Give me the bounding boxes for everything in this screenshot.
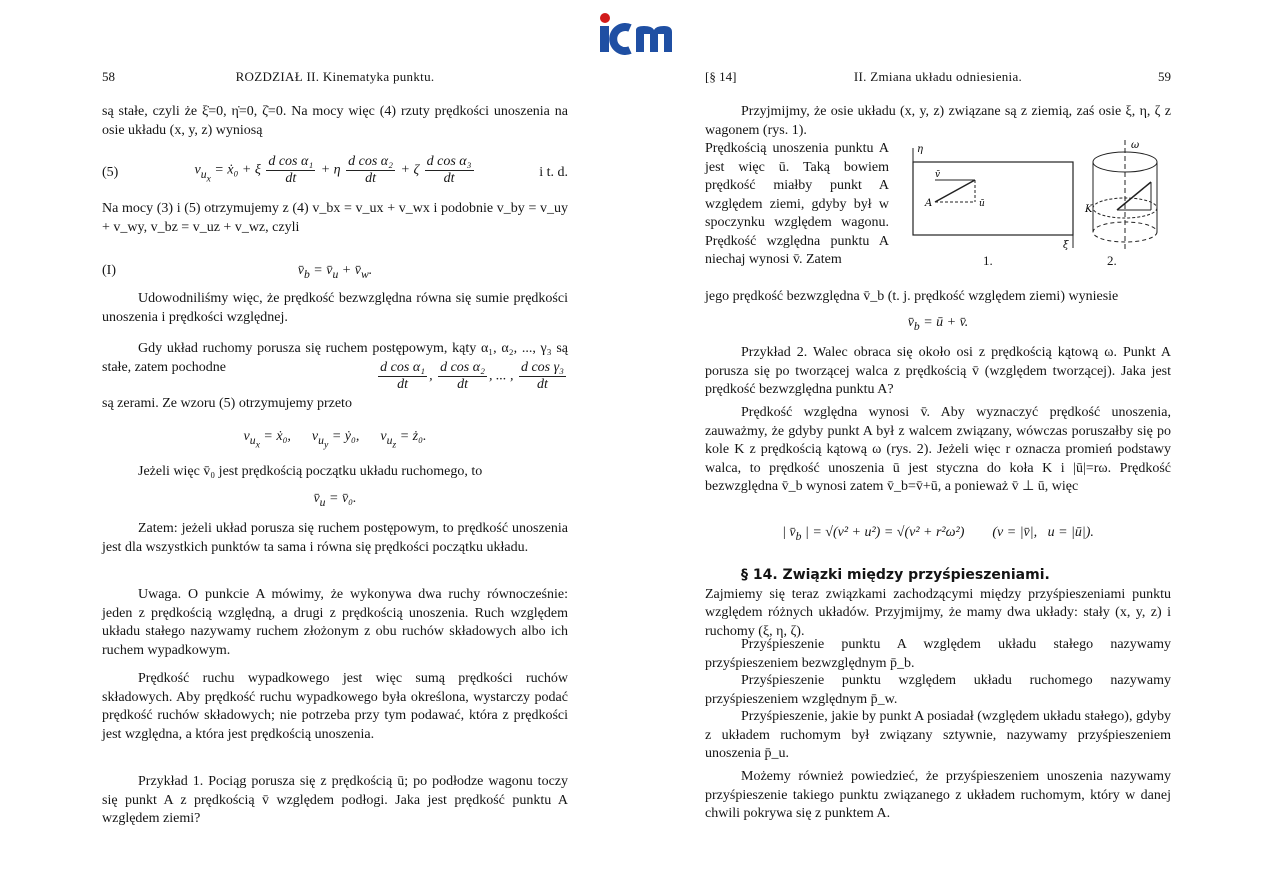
equation-label: (5)	[102, 165, 119, 180]
text-line: Na mocy (3) i (5) otrzymujemy z (4) v_bx = v_ux + v_wx i podobnie v_by = v_uy + v_wy, v_bz = v_uz + v_wz, czyli	[102, 201, 568, 235]
right-page-header	[705, 68, 1171, 88]
figure-label: 2.	[1107, 253, 1117, 268]
text-line: Przyśpieszenie, jakie by punkt A posiadał (względem układu stałego), gdyby z układem ruchomym był związany sztywnie, nazywamy przyśpieszeniem unoszenia p̄_u.	[705, 709, 1171, 761]
section-ref: [§ 14]	[705, 69, 737, 84]
paragraph	[102, 395, 568, 414]
right-page	[705, 0, 1171, 893]
equation-tail: i t. d.	[539, 165, 568, 180]
running-head: ROZDZIAŁ II. Kinematyka punktu.	[235, 69, 435, 84]
svg-text:A: A	[925, 198, 933, 209]
paragraph	[705, 768, 1171, 824]
equation-5	[102, 154, 568, 194]
text-line: Przyjmijmy, że osie układu (x, y, z) związane są z ziemią, zaś osie ξ, η, ζ z wagonem (rys. 1).	[705, 104, 1171, 138]
text-line: Zajmiemy się teraz związkami zachodzącymi między przyśpieszeniami punktu względem różnych układów. Przyjmijmy, że mamy dwa układy: stały (x, y, z) i ruchomy (ξ, η, ζ).	[705, 586, 1171, 639]
paragraph	[705, 404, 1171, 497]
paragraph	[102, 463, 568, 482]
running-head: II. Zmiana układu odniesienia.	[853, 69, 1023, 84]
text-line: Prędkością unoszenia punktu A jest więc ū. Taką bowiem prędkość miałby punkt A względem ziemi, gdyby był w spoczynku względem wagonu. Prędkość względna punktu A niechaj wynosi v̄. Zatem	[705, 141, 889, 267]
text-line: Jeżeli więc v̄₀ jest prędkością początku układu ruchomego, to	[138, 464, 483, 479]
paragraph	[705, 636, 1171, 673]
text-line: są zerami. Ze wzoru (5) otrzymujemy przeto	[102, 396, 352, 411]
icm-logo	[598, 12, 676, 56]
svg-text:ξ: ξ	[1063, 240, 1069, 251]
svg-text:v̄: v̄	[935, 170, 941, 180]
figure-rys-1-2	[905, 140, 1175, 280]
equation-body: $\frac{\text{d cos α₁}}{dt}$ , $\frac{\text{d cos α₂}}{dt}$ , ... , $\frac{\text{d cos γ₃}}{dt}$	[380, 360, 564, 392]
equation-body: | $v̄_b$ | = √(v² + u²) = √(v² + r²ω²) (v = |v̄|, u = |ū|).	[782, 525, 1094, 543]
equation-vu-v0	[102, 490, 568, 512]
page-number: 58	[102, 69, 115, 84]
text-line: jego prędkość bezwzględna v̄_b (t. j. prędkość względem ziemi) wyniesie	[705, 289, 1119, 304]
derivatives	[372, 360, 568, 394]
svg-text:K: K	[1085, 204, 1093, 215]
paragraph	[705, 344, 1171, 400]
paragraph	[705, 672, 1171, 709]
equation-body: $v_{u_x}$ = ẋ₀ + ξ $\frac{\text{d cos α₁}}{dt}$ + η $\frac{\text{d cos α₂}}{dt}$ + ζ $\frac{\text{d cos α₃}}{dt}$	[194, 154, 472, 186]
text-line: Gdy układ ruchomy porusza się ruchem postępowym, kąty α₁, α₂, ..., γ₃ są stałe, zatem pochodne	[102, 341, 568, 375]
equation-label: (I)	[102, 263, 116, 278]
equation-body: $v̄_b$ = $v̄_u$ + $v̄_w$.	[297, 263, 373, 281]
paragraph	[102, 670, 568, 744]
paragraph	[102, 103, 568, 140]
paragraph	[705, 708, 1171, 764]
svg-text:ū: ū	[979, 199, 985, 209]
text-line: Uwaga. O punkcie A mówimy, że wykonywa dwa ruchy równocześnie: jeden z prędkością względną, a drugi z prędkością unoszenia. Ruch względem układu stałego nazywamy ruchem złożonym z obu ruchów składowych albo ich ruchem wypadkowym.	[102, 587, 568, 658]
text-line: Udowodniliśmy więc, że prędkość bezwzględna równa się sumie prędkości unoszenia i prędkości względnej.	[102, 291, 568, 325]
section-heading	[705, 566, 1171, 586]
equation-body: $v_{u_x}$ = ẋ₀, $v_{u_y}$ = ẏ₀, $v_{u_z}$ = ż₀.	[243, 429, 427, 451]
text-line: Przykład 2. Walec obraca się około osi z prędkością kątową ω. Punkt A porusza się po tworzącej walca z prędkością v̄ (względem tworzącej). Jaka jest prędkość bezwzględna punktu A?	[705, 345, 1171, 397]
paragraph	[102, 290, 568, 327]
text-line: Prędkość względna wynosi v̄. Aby wyznaczyć prędkość unoszenia, zauważmy, że gdyby punkt A był z walcem związany, wówczas poruszałby się po kole K z prędkością kątową ω (rys. 2). Jeżeli więc r oznacza promień podstawy walca, to prędkość unoszenia ū jest styczna do koła K i |ū|=rω. Prędkość bezwzględna v̄_b wynosi zatem v̄_b=v̄+ū, a ponieważ v̄ ⊥ ū, więc	[705, 405, 1171, 494]
paragraph	[705, 288, 1171, 307]
text-line: Przyśpieszenie punktu A względem układu stałego nazywamy przyśpieszeniem bezwzględnym p̄_b.	[705, 637, 1171, 671]
page-number: 59	[1158, 69, 1171, 84]
svg-text:η: η	[917, 144, 923, 155]
left-page-header	[102, 68, 568, 88]
equation-velocity-components	[102, 428, 568, 450]
equation-magnitude	[705, 524, 1171, 546]
equation-vb	[705, 314, 1171, 336]
paragraph	[102, 520, 568, 557]
icm-logo-graphic	[598, 12, 676, 56]
paragraph	[705, 140, 889, 270]
svg-text:ω: ω	[1131, 140, 1140, 151]
paragraph	[705, 103, 1171, 140]
text-line: Zatem: jeżeli układ porusza się ruchem postępowym, to prędkość unoszenia jest dla wszystkich punktów ta sama i równa się prędkości początku układu.	[102, 521, 568, 555]
text-line: Przykład 1. Pociąg porusza się z prędkością ū; po podłodze wagonu toczy się punkt A z prędkością v̄ względem podłogi. Jaka jest prędkość punktu A względem ziemi?	[102, 774, 568, 826]
equation-body: $v̄_b$ = ū + v̄.	[907, 315, 969, 333]
text-line: Możemy również powiedzieć, że przyśpieszeniem unoszenia nazywamy przyśpieszenie takiego punktu związanego z układem ruchomym, który w danej chwili pokrywa się z punktem A.	[705, 769, 1171, 821]
paragraph	[102, 200, 568, 237]
paragraph	[102, 773, 568, 829]
equation-body: $v̄_u$ = v̄₀.	[313, 491, 357, 509]
figure-label: 1.	[983, 253, 993, 268]
left-page	[102, 0, 568, 893]
paragraph	[102, 586, 568, 660]
paragraph	[705, 566, 1171, 641]
figure-diagram	[905, 140, 1175, 270]
equation-I	[102, 262, 568, 284]
text-line: są stałe, czyli że ξ̇=0, η̇=0, ζ̇=0. Na mocy więc (4) rzuty prędkości unoszenia na osie układu (x, y, z) wyniosą	[102, 104, 568, 138]
section-title: § 14. Związki między przyśpieszeniami.	[741, 567, 1050, 583]
text-line: Prędkość ruchu wypadkowego jest więc sumą prędkości ruchów składowych. Aby prędkość ruchu wypadkowego była określona, wystarczy podać prędkość ruchów składowych; nie potrzeba przy tym podawać, która z prędkości jest względna, a która jest prędkością unoszenia.	[102, 671, 568, 742]
text-line: Przyśpieszenie punktu względem układu ruchomego nazywamy przyśpieszeniem względnym p̄_w.	[705, 673, 1171, 707]
